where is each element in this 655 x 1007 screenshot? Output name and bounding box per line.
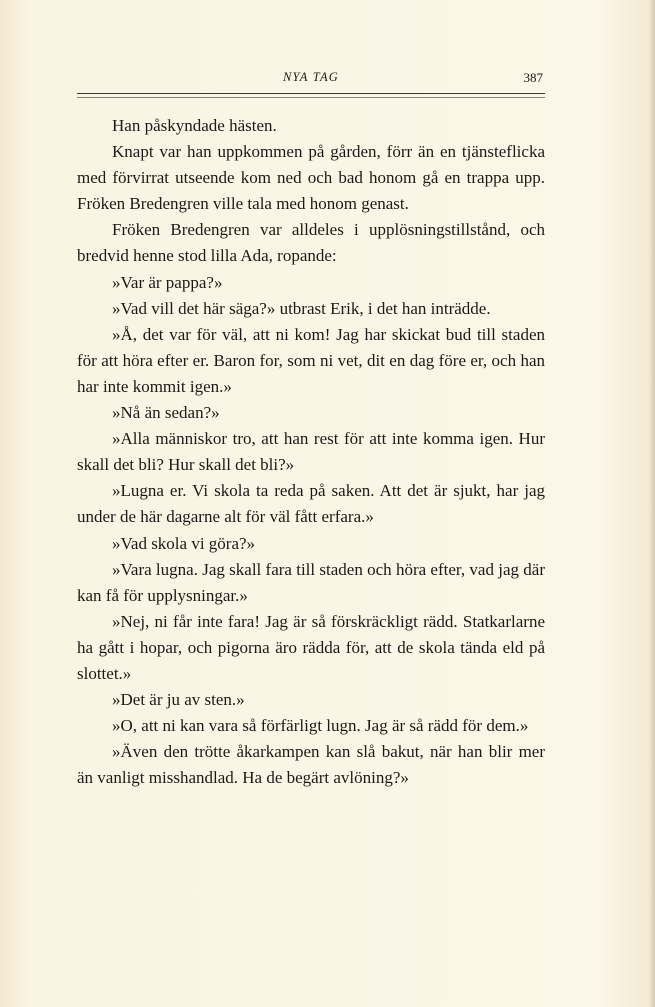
paragraph: »Nej, ni får inte fara! Jag är så förskräckligt rädd. Statkarlarne ha gått i hopar, och pigorna äro rädda för, att de skola tända eld på slottet.»	[77, 611, 545, 683]
paragraph: »Nå än sedan?»	[112, 403, 220, 423]
paragraph: Fröken Bredengren var alldeles i upplösningstillstånd, och bredvid henne stod lilla Ada, ropande:	[77, 220, 545, 266]
paragraph: »O, att ni kan vara så förfärligt lugn. Jag är så rädd för dem.»	[112, 716, 529, 736]
running-title: NYA TAG	[282, 70, 340, 84]
page-header	[77, 70, 545, 86]
paragraph: »Det är ju av sten.»	[112, 690, 245, 710]
paragraph: »Vad vill det här säga?» utbrast Erik, i det han inträdde.	[112, 298, 491, 318]
header-rule	[77, 93, 545, 94]
page-number: 387	[523, 70, 543, 85]
paragraph: »Även den trötte åkarkampen kan slå bakut, när han blir mer än vanligt misshandlad. Ha de begärt avlöning?»	[77, 742, 545, 788]
paragraph: »Vad skola vi göra?»	[112, 533, 256, 553]
paragraph: »Å, det var för väl, att ni kom! Jag har skickat bud till staden för att höra efter er. Baron for, som ni vet, dit en dag före er, och han har inte kommit igen.»	[77, 324, 545, 396]
paragraph: »Vara lugna. Jag skall fara till staden och höra efter, vad jag där kan få för upplysningar.»	[77, 559, 545, 605]
paragraph: Knapt var han uppkommen på gården, förr än en tjänsteflicka med förvirrat utseende kom ned och bad honom gå en trappa upp. Fröken Bredengren ville tala med honom genast.	[77, 142, 545, 214]
paragraph: »Lugna er. Vi skola ta reda på saken. Att det är sjukt, har jag under de här dagarne alt för väl fått erfara.»	[77, 481, 545, 527]
header-rule-secondary	[77, 97, 545, 98]
paragraph: »Var är pappa?»	[112, 272, 223, 292]
body-text	[77, 113, 545, 791]
paragraph: »Alla människor tro, att han rest för att inte komma igen. Hur skall det bli? Hur skall det bli?»	[77, 429, 545, 475]
page-edge-shadow	[649, 0, 655, 1007]
paragraph: Han påskyndade hästen.	[112, 116, 277, 135]
